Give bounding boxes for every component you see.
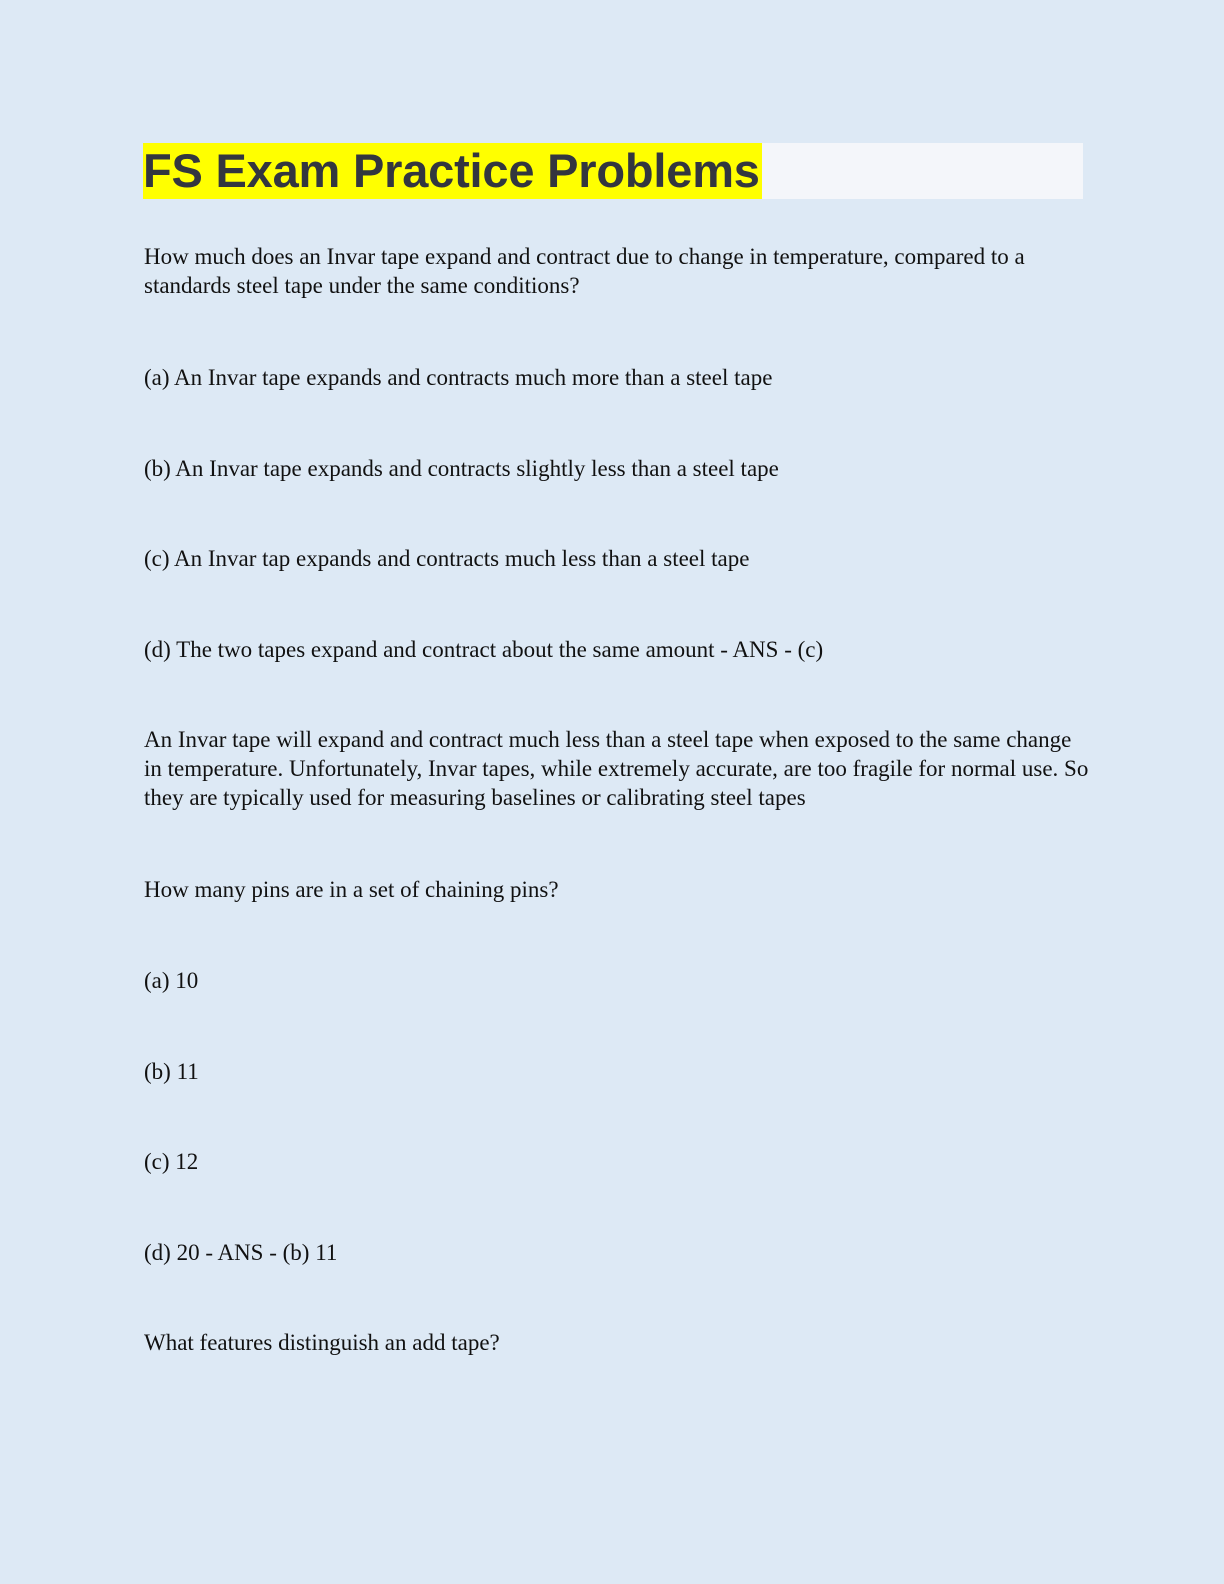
question-1-text: How much does an Invar tape expand and contract due to change in temperature, compared to a standards steel tape under the same conditions? (144, 244, 1025, 298)
document-title: FS Exam Practice Problems (143, 144, 760, 197)
question-1-explanation: An Invar tape will expand and contract much less than a steel tape when exposed to the same change in temperature. Unfortunately, Invar tapes, while extremely accurate, are too fragile for normal use. So they are typically used for measuring baselines or calibrating steel tapes (144, 727, 1089, 810)
question-1-option-b: (b) An Invar tape expands and contracts slightly less than a steel tape (144, 456, 779, 481)
question-2-option-c: (c) 12 (144, 1149, 199, 1174)
title-bar (143, 143, 1083, 199)
question-2-option-d-answer: (d) 20 - ANS - (b) 11 (144, 1240, 338, 1265)
question-2-option-b: (b) 11 (144, 1059, 199, 1084)
question-1-option-d-answer: (d) The two tapes expand and contract about the same amount - ANS - (c) (144, 637, 824, 662)
question-2-text: How many pins are in a set of chaining pins? (144, 877, 559, 902)
question-2-option-a: (a) 10 (144, 968, 199, 993)
question-3-text: What features distinguish an add tape? (144, 1330, 500, 1355)
question-1-option-c: (c) An Invar tap expands and contracts much less than a steel tape (144, 546, 750, 571)
question-1-option-a: (a) An Invar tape expands and contracts much more than a steel tape (144, 365, 773, 390)
